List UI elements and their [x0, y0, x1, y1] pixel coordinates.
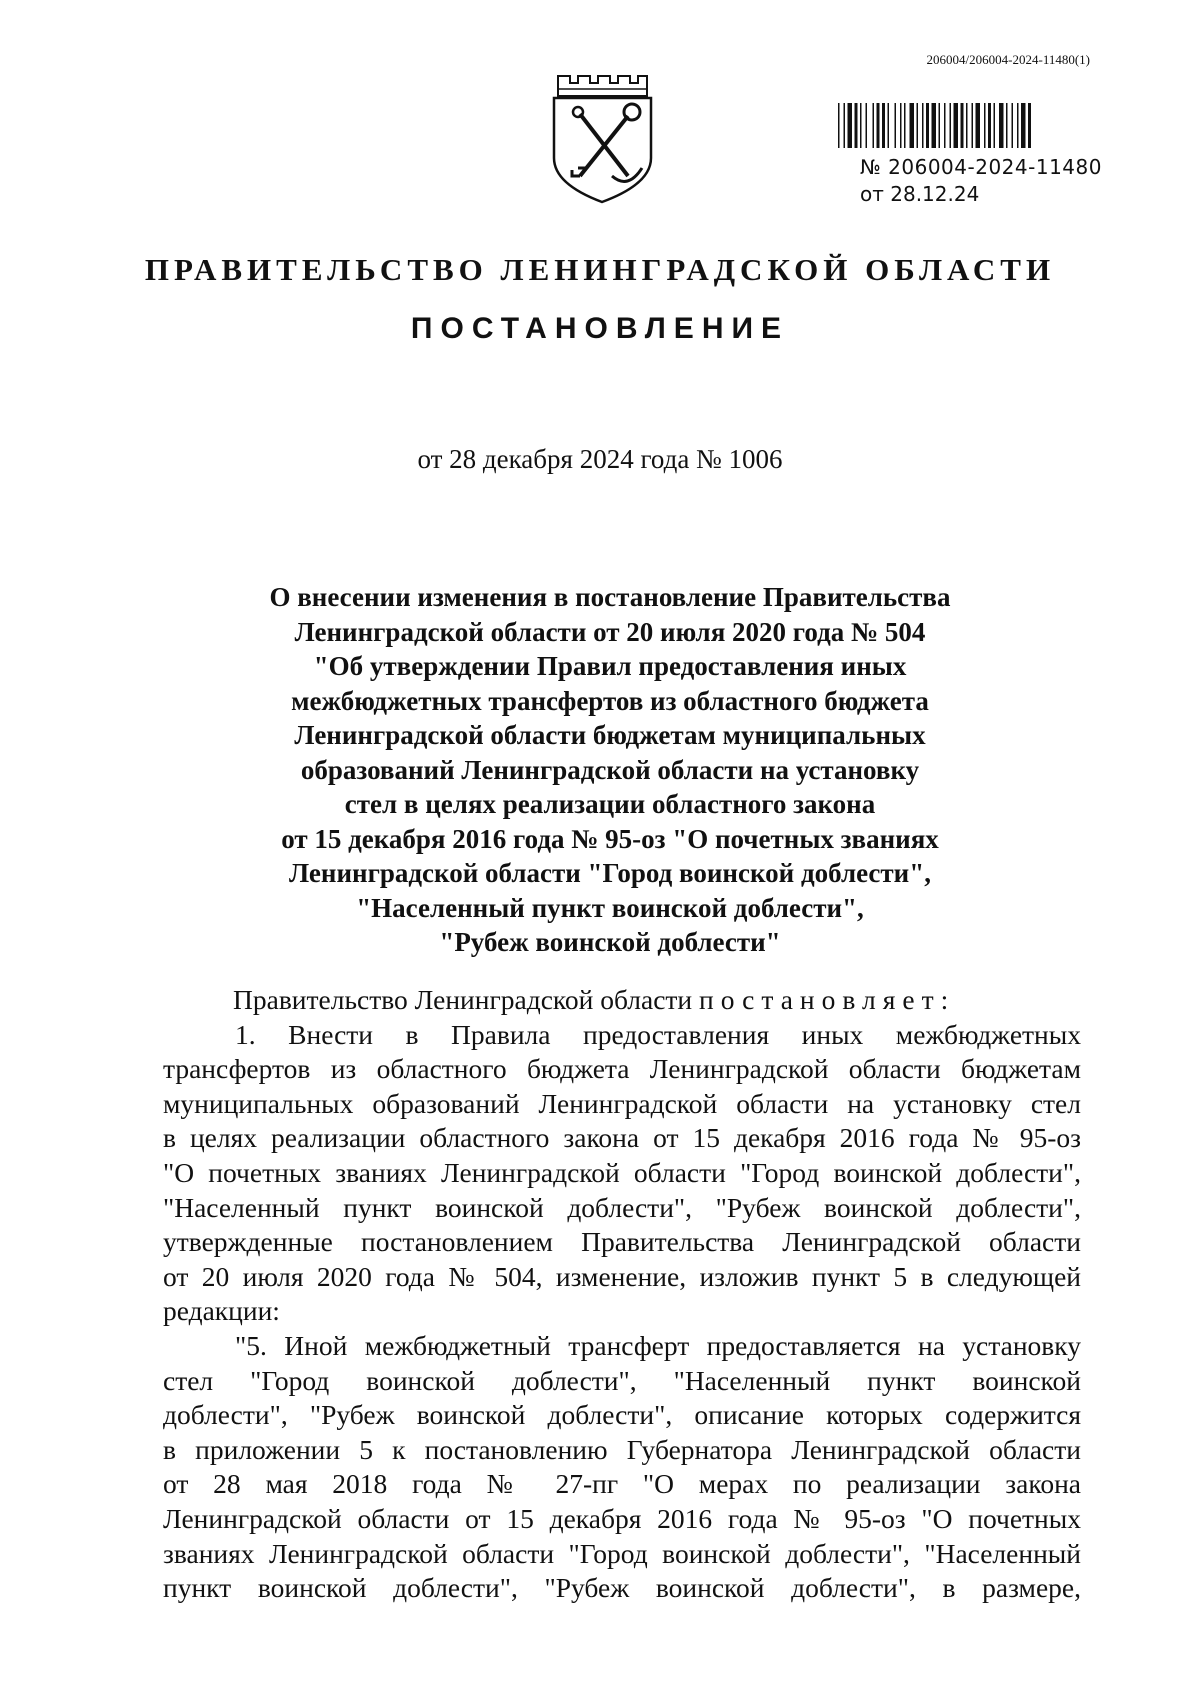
subject-line: "Об утверждении Правил предоставления иных [313, 651, 907, 681]
subject-line: Ленинградской области от 20 июля 2020 года № 504 [294, 616, 926, 647]
government-title: ПРАВИТЕЛЬСТВО ЛЕНИНГРАДСКОЙ ОБЛАСТИ [144, 252, 1056, 287]
body-line: в приложении 5 к постановлению Губернатора Ленинградской области [163, 1433, 1081, 1465]
document-subject [150, 580, 1070, 960]
subject-line: образований Ленинградской области на установку [300, 754, 920, 785]
subject-line: Ленинградской области бюджетам муниципальных [294, 720, 926, 750]
subject-line: "Рубеж воинской доблести" [439, 927, 781, 957]
document-type: ПОСТАНОВЛЕНИЕ [410, 312, 790, 345]
body-line: "5. Иной межбюджетный трансферт предоставляется на установку [235, 1329, 1081, 1361]
stamp-date: от 28.12.24 [860, 182, 980, 206]
body-line: званиях Ленинградской области "Город воинской доблести", "Населенный [163, 1537, 1081, 1569]
body-line: в целях реализации областного закона от 15 декабря 2016 года № 95-оз [163, 1122, 1081, 1154]
body-line: стел "Город воинской доблести", "Населенный пункт воинской [163, 1364, 1081, 1396]
body-line: от 28 мая 2018 года № 27-пг "О мерах по реализации закона [163, 1468, 1081, 1500]
body-line: утвержденные постановлением Правительства Ленинградской области [163, 1226, 1081, 1258]
coat-of-arms-emblem [550, 72, 655, 204]
subject-line: О внесении изменения в постановление Правительства [269, 582, 951, 612]
barcode [838, 103, 1096, 148]
body-line: "Населенный пункт воинской доблести", "Рубеж воинской доблести", [163, 1191, 1081, 1223]
body-line: редакции: [163, 1295, 280, 1327]
intro-text: Правительство Ленинградской области [233, 984, 700, 1015]
subject-line: "Населенный пункт воинской доблести", [356, 892, 864, 923]
body-line: от 20 июля 2020 года № 504, изменение, изложив пункт 5 в следующей [163, 1260, 1081, 1292]
body-line: трансфертов из областного бюджета Ленинградской области бюджетам [163, 1053, 1081, 1085]
subject-line: Ленинградской области "Город воинской доблести", [289, 858, 931, 888]
subject-line: стел в целях реализации областного закона [344, 789, 876, 819]
stamp-number: № 206004-2024-11480 [860, 155, 1102, 179]
body-line: Ленинградской области от 15 декабря 2016 года № 95-оз "О почетных [163, 1502, 1081, 1534]
body-line: муниципальных образований Ленинградской области на установку стел [163, 1087, 1081, 1119]
document-body [163, 983, 1081, 1606]
subject-line: от 15 декабря 2016 года № 95-оз "О почетных званиях [281, 823, 939, 854]
body-line: пункт воинской доблести", "Рубеж воинской доблести", в размере, [163, 1572, 1081, 1604]
body-line: доблести", "Рубеж воинской доблести", описание которых содержится [163, 1399, 1081, 1431]
intro-keyword: постановляет: [699, 984, 956, 1015]
registration-code: 206004/206004-2024-11480(1) [926, 52, 1090, 67]
body-line: "О почетных званиях Ленинградской области "Город воинской доблести", [163, 1156, 1081, 1188]
document-date: от 28 декабря 2024 года № 1006 [417, 444, 783, 474]
subject-line: межбюджетных трансфертов из областного бюджета [291, 685, 929, 716]
body-intro [163, 983, 1081, 1018]
body-line: 1. Внести в Правила предоставления иных межбюджетных [235, 1018, 1081, 1050]
